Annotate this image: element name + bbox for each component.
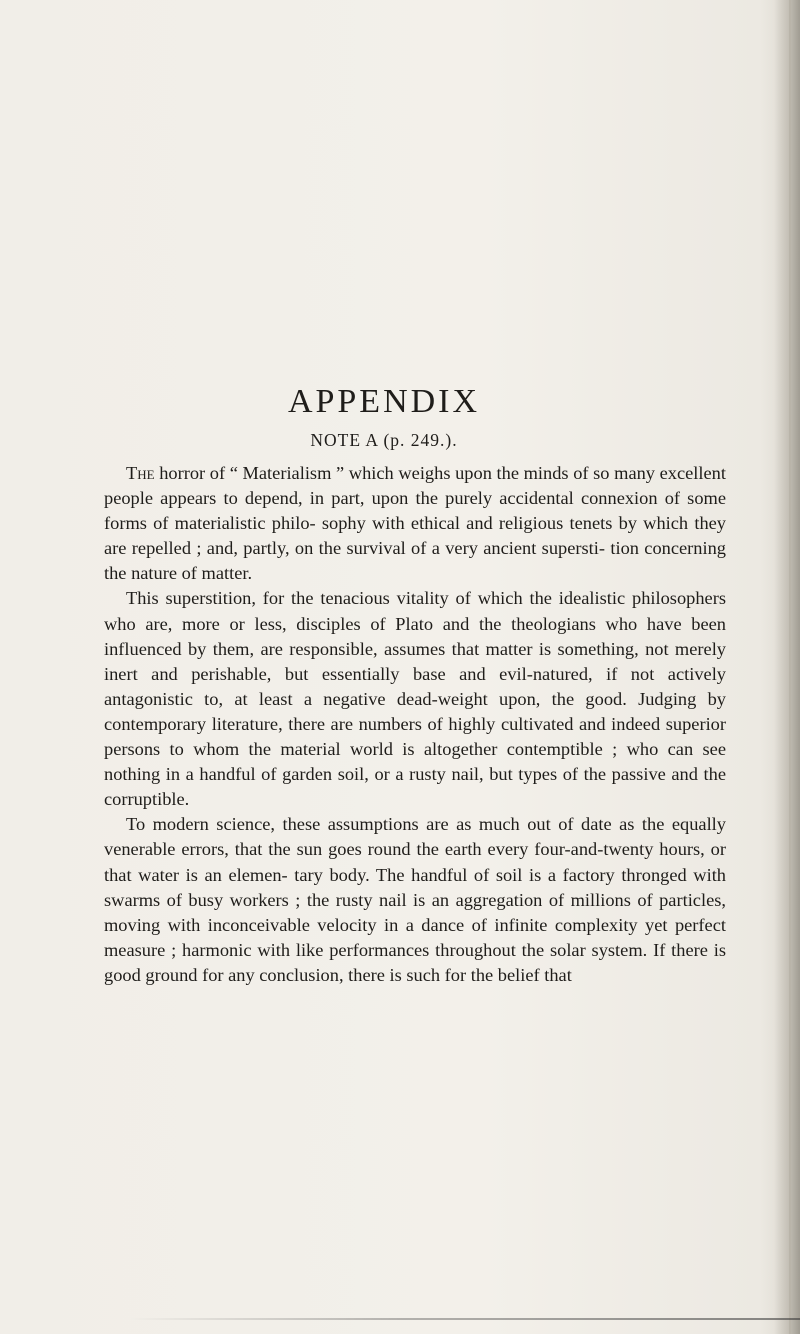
- paragraph-3: [104, 812, 726, 988]
- note-heading: NOTE A (p. 249.).: [310, 430, 458, 450]
- paragraph-1: [104, 461, 726, 586]
- paragraph-text: This superstition, for the tenacious vitality of which the idealistic philosophers who are, more or less, disciples of Plato and the theologians who have been influenced by them, are responsible, assumes that matter is something, not merely inert and perishable, but essentially base and evil-natured, if not actively antagonistic to, at least a negative dead-weight upon, the good. Judging by contemporary literature, there are numbers of highly cultivated and indeed superior persons to whom the material world is altogether contemptible ; who can see nothing in a handful of garden soil, or a rusty nail, but types of the passive and the corruptible.: [104, 588, 726, 810]
- paragraph-text: To modern science, these assumptions are as much out of date as the equally venerable errors, that the sun goes round the earth every four-and-twenty hours, or that water is an elemen- tary body. The handful of soil is a factory thronged with swarms of busy workers ; the rusty nail is an aggregation of millions of particles, moving with inconceivable velocity in a dance of infinite complexity yet perfect measure ; harmonic with like performances throughout the solar system. If there is good ground for any conclusion, there is such for the belief that: [104, 814, 726, 985]
- paragraph-text: horror of “ Materialism ” which weighs upon the minds of so many excellent people appears to depend, in part, upon the purely accidental connexion of some forms of materialistic philo- sophy with ethical and religious tenets by which they are repelled ; and, partly, on the survival of a very ancient supersti- tion concerning the nature of matter.: [104, 463, 726, 584]
- page-edge-shadow: [774, 0, 800, 1334]
- page-edge-line: [789, 0, 791, 1334]
- page-bottom-edge: [130, 1318, 800, 1320]
- appendix-title: APPENDIX: [287, 382, 481, 420]
- paragraph-lead-word: The: [126, 463, 155, 483]
- paragraph-2: [104, 586, 726, 812]
- body-text: [104, 461, 726, 988]
